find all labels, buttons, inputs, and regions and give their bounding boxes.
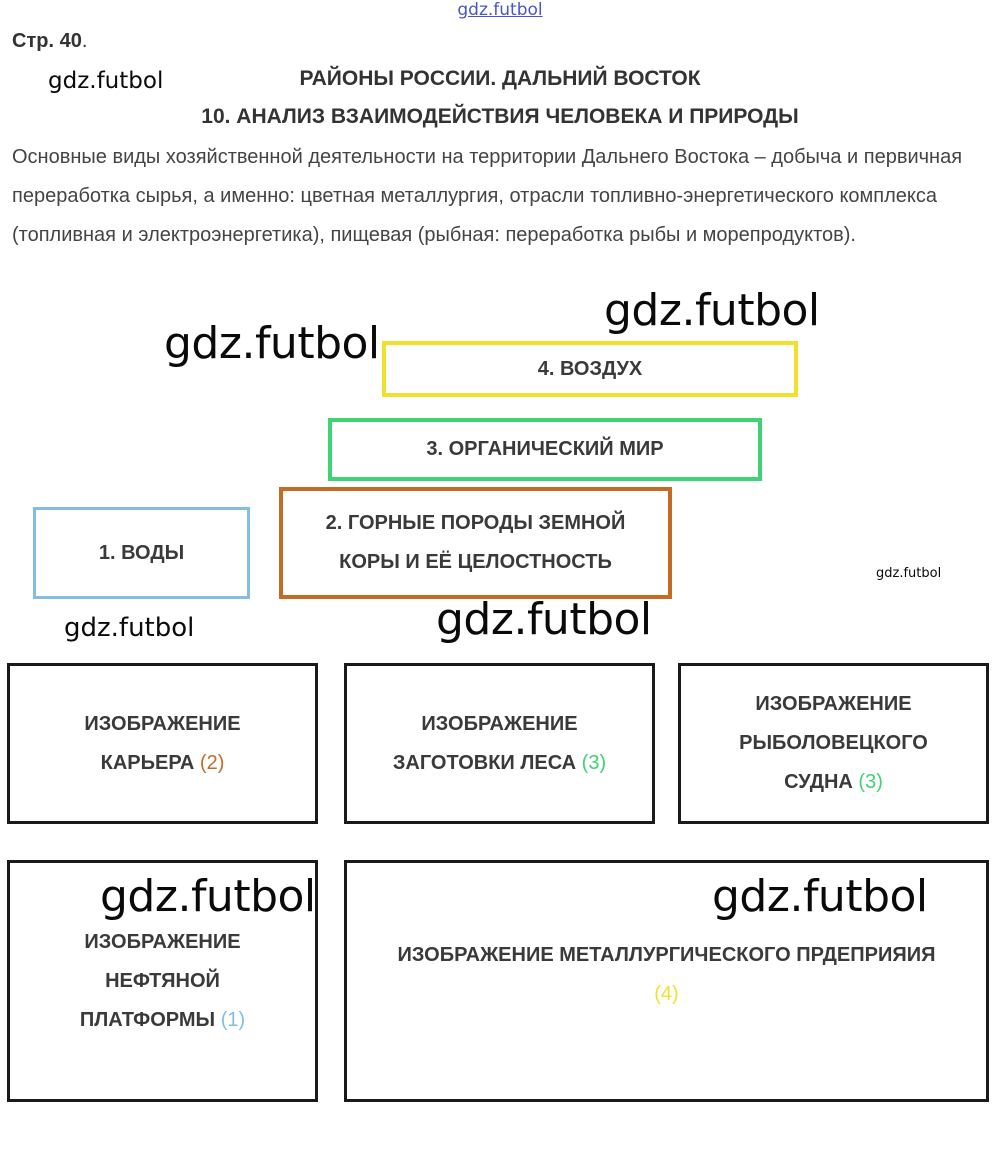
image-oil-platform-number: (1) [220,1008,246,1031]
image-logging-box [344,663,655,824]
section-title: РАЙОНЫ РОССИИ. ДАЛЬНИЙ ВОСТОК [299,67,701,90]
category-waters-label: 1. ВОДЫ [98,541,185,564]
watermark: gdz.futbol [48,68,164,94]
task-title: 10. АНАЛИЗ ВЗАИМОДЕЙСТВИЯ ЧЕЛОВЕКА И ПРИРОДЫ [201,105,799,128]
image-fishing-vessel-line1: ИЗОБРАЖЕНИЕ [755,693,912,715]
image-quarry-number: (2) [199,751,225,774]
category-rocks-label-line2: КОРЫ И ЕЁ ЦЕЛОСТНОСТЬ [339,551,612,573]
page-number: Стр. 40 [12,30,82,52]
image-oil-platform-line3: ПЛАТФОРМЫ [79,1008,216,1031]
watermark: gdz.futbol [876,566,942,581]
image-logging-line2: ЗАГОТОВКИ ЛЕСА [392,751,577,774]
category-rocks-label-line1: 2. ГОРНЫЕ ПОРОДЫ ЗЕМНОЙ [325,512,626,534]
image-logging-number: (3) [581,751,607,774]
watermark-top[interactable]: gdz.futbol [457,0,543,20]
image-fishing-vessel-line2: РЫБОЛОВЕЦКОГО [739,732,928,754]
category-air-box [382,341,798,397]
category-organic-world-label: 3. ОРГАНИЧЕСКИЙ МИР [426,438,664,460]
image-oil-platform-line1: ИЗОБРАЖЕНИЕ [84,930,241,953]
category-rocks-box [279,487,672,599]
image-fishing-vessel-line3: СУДНА [784,771,853,793]
page-reference [12,30,87,53]
image-oil-platform-line2: НЕФТЯНОЙ [105,969,220,992]
category-organic-world-box [328,418,762,481]
watermark: gdz.futbol [164,318,380,369]
watermark: gdz.futbol [712,871,928,922]
image-fishing-vessel-box [678,663,989,824]
watermark: gdz.futbol [64,613,195,643]
image-quarry-box [7,663,318,824]
image-metallurgical-plant-line1: ИЗОБРАЖЕНИЕ МЕТАЛЛУРГИЧЕСКОГО ПРДЕПРИЯИЯ [397,944,936,966]
page-dot: . [81,30,88,52]
image-quarry-line2: КАРЬЕРА [100,751,195,774]
image-metallurgical-plant-number: (4) [654,983,679,1005]
image-logging-line1: ИЗОБРАЖЕНИЕ [421,712,578,735]
image-fishing-vessel-number: (3) [858,771,883,793]
watermark: gdz.futbol [604,285,820,336]
answer-paragraph: Основные виды хозяйственной деятельности на территории Дальнего Востока – добыча и первичная переработка сырья, а именно: цветная металлургия, отрасли топливно-энергетического комплекса (топливная и электроэнергетика), пищевая (рыбная: переработка рыбы и морепродуктов). [12,146,963,246]
image-quarry-line1: ИЗОБРАЖЕНИЕ [84,712,241,735]
category-air-label: 4. ВОЗДУХ [537,357,643,380]
watermark: gdz.futbol [100,871,316,922]
watermark: gdz.futbol [436,594,652,645]
category-waters-box [33,507,250,599]
